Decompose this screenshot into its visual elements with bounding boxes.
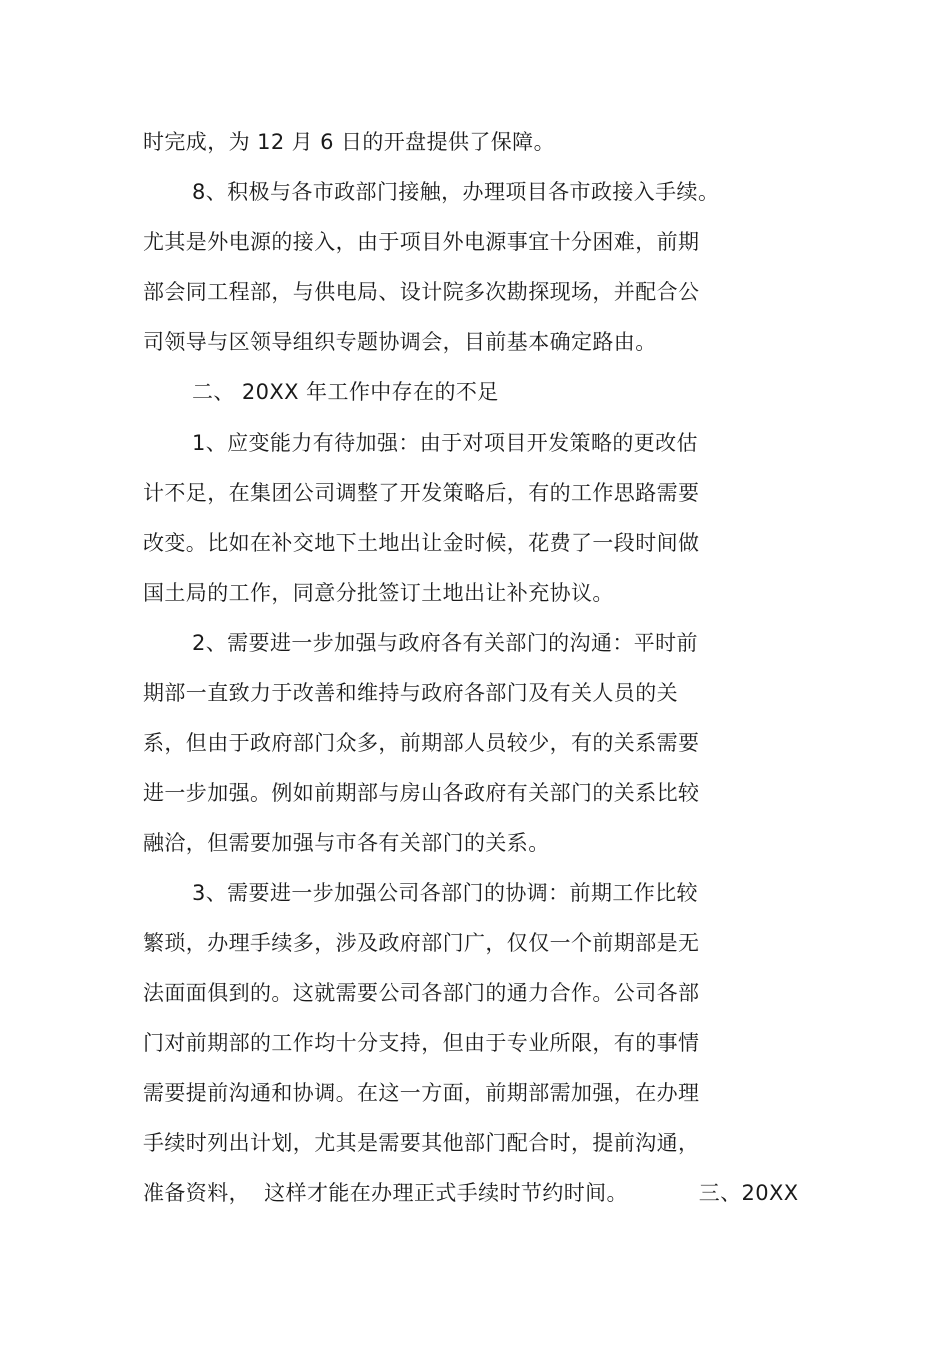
paragraph-2-start: 2、需要进一步加强与政府各有关部门的沟通：平时前 — [192, 631, 698, 655]
text-line-14: 进一步加强。例如前期部与房山各政府有关部门的关系比较 — [143, 781, 700, 805]
paragraph-1-start: 1、应变能力有待加强：由于对项目开发策略的更改估 — [192, 431, 698, 455]
paragraph-3-start: 3、需要进一步加强公司各部门的协调：前期工作比较 — [192, 881, 698, 905]
text-line-10: 国土局的工作，同意分批签订土地出让补充协议。 — [143, 581, 614, 605]
paragraph-8-start: 8、积极与各市政部门接触，办理项目各市政接入手续。 — [192, 180, 720, 204]
text-line-17: 繁琐，办理手续多，涉及政府部门广，仅仅一个前期部是无 — [143, 931, 700, 955]
text-line-21: 手续时列出计划，尤其是需要其他部门配合时，提前沟通， — [143, 1131, 700, 1155]
text-line-20: 需要提前沟通和协调。在这一方面，前期部需加强，在办理 — [143, 1081, 700, 1105]
text-line-22: 准备资料， 这样才能在办理正式手续时节约时间。 三、20XX — [143, 1181, 799, 1205]
text-line-18: 法面面俱到的。这就需要公司各部门的通力合作。公司各部 — [143, 981, 700, 1005]
text-line-4: 部会同工程部，与供电局、设计院多次勘探现场，并配合公 — [143, 280, 700, 304]
text-line-9: 改变。比如在补交地下土地出让金时候，花费了一段时间做 — [143, 531, 700, 555]
text-line-1: 时完成，为 12 月 6 日的开盘提供了保障。 — [143, 130, 555, 154]
text-line-3: 尤其是外电源的接入，由于项目外电源事宜十分困难，前期 — [143, 230, 700, 254]
section-heading-2: 二、 20XX 年工作中存在的不足 — [192, 380, 499, 404]
text-line-5: 司领导与区领导组织专题协调会，目前基本确定路由。 — [143, 330, 657, 354]
text-line-13: 系，但由于政府部门众多，前期部人员较少，有的关系需要 — [143, 731, 700, 755]
text-line-12: 期部一直致力于改善和维持与政府各部门及有关人员的关 — [143, 681, 678, 705]
text-line-19: 门对前期部的工作均十分支持，但由于专业所限，有的事情 — [143, 1031, 700, 1055]
text-line-8: 计不足，在集团公司调整了开发策略后，有的工作思路需要 — [143, 481, 700, 505]
text-line-15: 融洽，但需要加强与市各有关部门的关系。 — [143, 831, 550, 855]
